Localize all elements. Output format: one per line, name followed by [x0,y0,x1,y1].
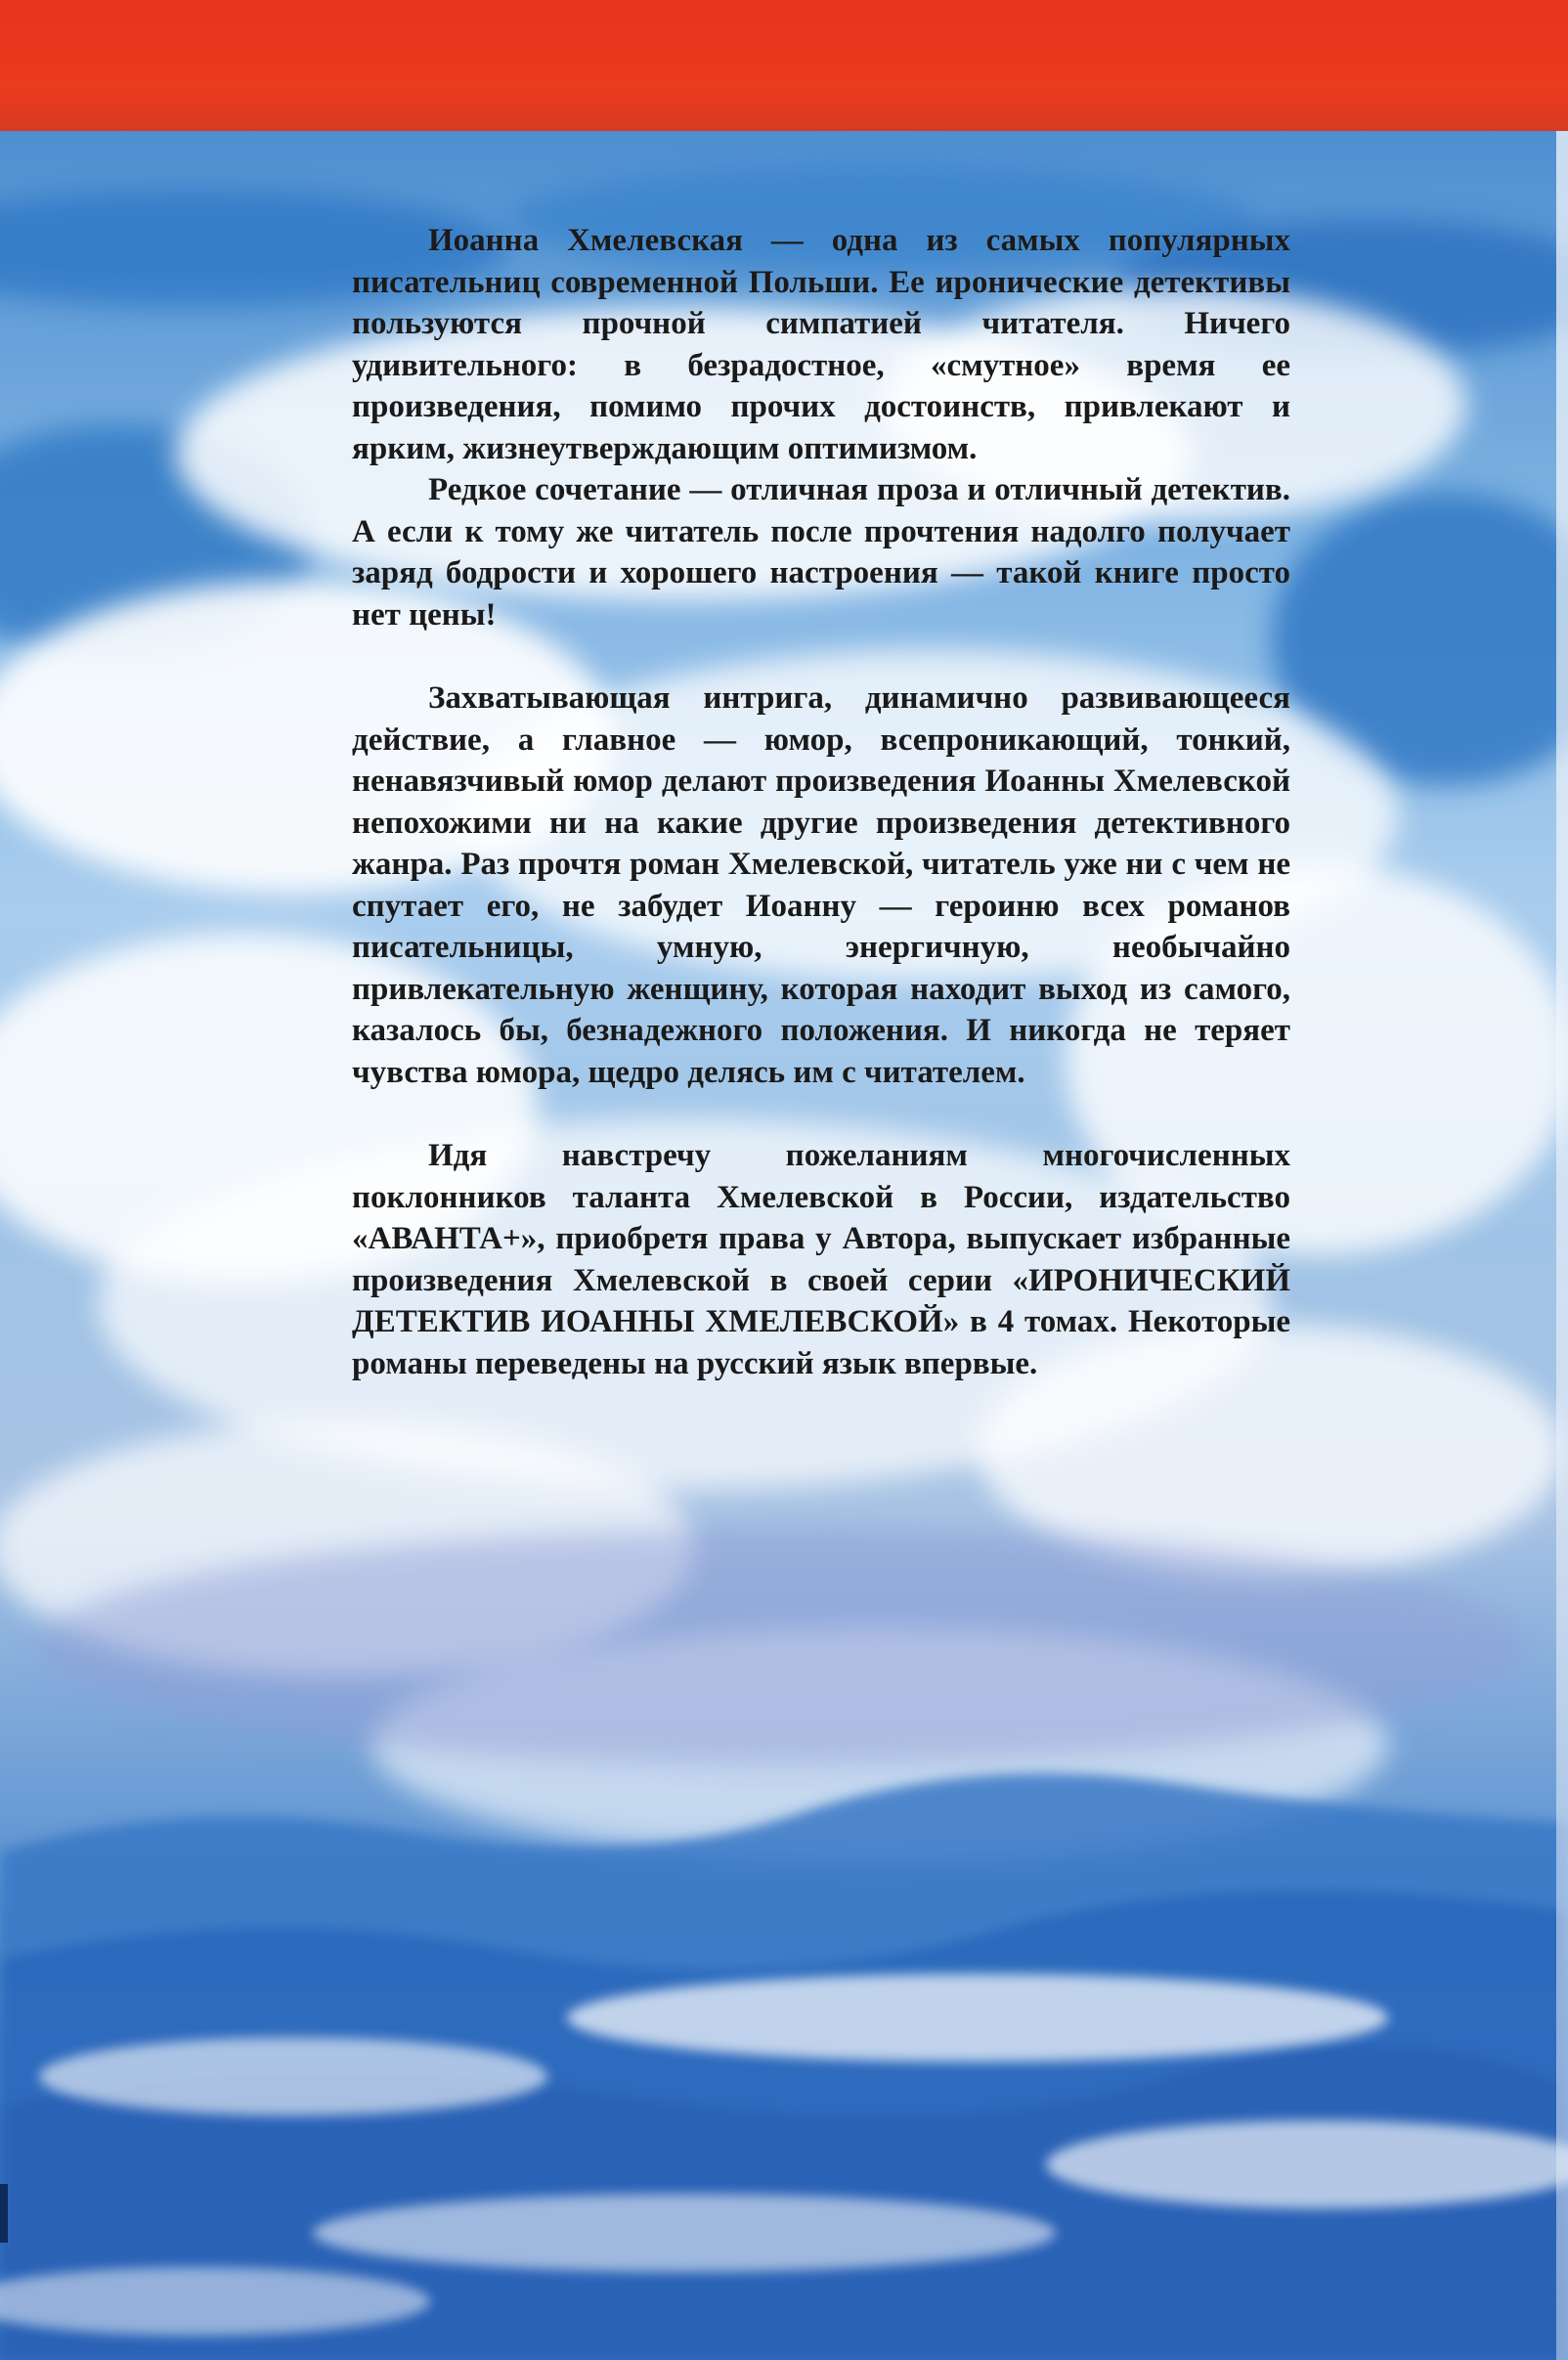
right-edge-strip [1556,131,1568,2360]
paragraph-intrigue: Захватывающая интрига, динамично развивающееся действие, а главное — юмор, всепроникающий, тонкий, ненавязчивый юмор делают произведения Иоанны Хмелевской непохожими ни на какие другие произведения детективного жанра. Раз прочтя роман Хмелевской, читатель уже ни с чем не спутает его, не забудет Иоанну — героиню всех романов писательницы, умную, энергичную, необычайно привлекательную женщину, которая находит выход из самого, казалось бы, безнадежного положения. И никогда не теряет чувства юмора, щедро делясь им с читателем. [352,680,1290,1090]
annotation-text [352,220,1290,1384]
left-edge-mark [0,2184,8,2243]
top-red-band [0,0,1568,131]
paragraph-rare-combination: Редкое сочетание — отличная проза и отличный детектив. А если к тому же читатель после прочтения надолго получает заряд бодрости и хорошего настроения — такой книге просто нет цены! [352,472,1290,633]
paragraph-publisher: Идя навстречу пожеланиям многочисленных поклонников таланта Хмелевской в России, издательство «АВАНТА+», приобретя права у Автора, выпускает избранные произведения Хмелевской в своей серии «ИРОНИЧЕСКИЙ ДЕТЕКТИВ ИОАННЫ ХМЕЛЕВСКОЙ» в 4 томах. Некоторые романы переведены на русский язык впервые. [352,1138,1290,1381]
paragraph-intro: Иоанна Хмелевская — одна из самых популярных писательниц современной Польши. Ее иронические детективы пользуются прочной симпатией читателя. Ничего удивительного: в безрадостное, «смутное» время ее произведения, помимо прочих достоинств, привлекают и ярким, жизнеутверждающим оптимизмом. [352,223,1290,466]
